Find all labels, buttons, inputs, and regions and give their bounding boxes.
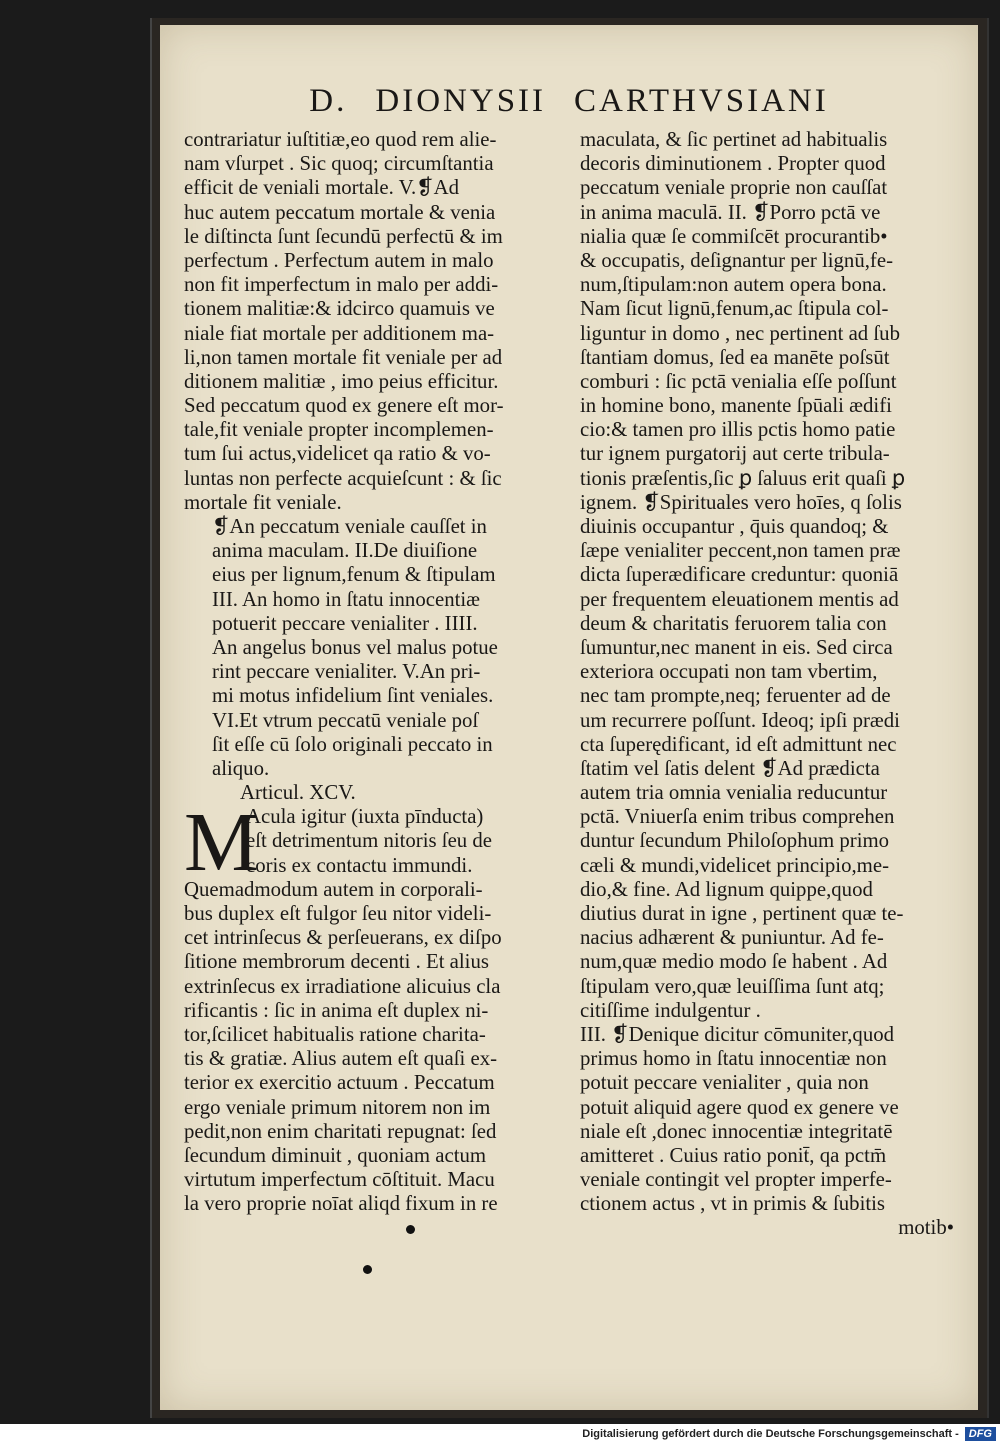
text-line: tor,ſcilicet habitualis ratione charita-: [184, 1022, 486, 1046]
book-page: [160, 25, 978, 1410]
text-line: huc autem peccatum mortale & venia: [184, 200, 496, 224]
text-line: Acula igitur (iuxta pīnducta): [246, 805, 484, 829]
bullet-mark: [406, 1225, 415, 1234]
footer-credit-text: Digitalisierung gefördert durch die Deutsche Forschungsgemeinschaft -: [582, 1428, 959, 1440]
text-line: potuerit peccare venialiter . IIII.: [212, 611, 478, 635]
text-line: la vero proprie noīat aliqd fixum in re: [184, 1192, 498, 1216]
text-line: ditionem malitiæ , imo peius efficitur.: [184, 369, 499, 393]
drop-cap-initial: M: [184, 796, 259, 890]
text-line: diutius durat in igne , pertinent quæ te-: [580, 902, 904, 925]
text-line: ctionem actus , vt in primis & ſubitis: [580, 1192, 885, 1216]
text-line: pedit,non enim charitati repugnat: ſed: [184, 1119, 497, 1143]
text-line: potuit aliquid agere quod ex genere ve: [580, 1095, 899, 1119]
text-line: li,non tamen mortale fit veniale per ad: [184, 345, 503, 369]
left-column-rest-lines: [184, 878, 564, 1217]
text-line: extrinſecus ex irradiatione alicuius cla: [184, 974, 501, 998]
text-line: & occupatis, deſignantur per lignū,fe-: [580, 248, 894, 272]
text-line: mi motus infidelium ſint veniales.: [212, 684, 494, 708]
text-line: niale eſt ,donec innocentiæ integritatē: [580, 1119, 893, 1143]
text-line: ſtantiam domus, ſed ea manēte poſsūt: [580, 345, 890, 369]
text-line: cet intrinſecus & perſeuerans, ex diſpo: [184, 926, 502, 950]
running-head-part: DIONYSII: [375, 83, 547, 119]
footer-bar: [0, 1424, 1000, 1444]
text-line: VI.Et vtrum peccatū veniale poſ: [212, 708, 479, 732]
text-line: contrariatur iuſtitiæ,eo quod rem alie-: [184, 128, 497, 151]
text-line: in anima maculā. II. ❡Porro pctā ve: [580, 200, 881, 224]
text-line: virtutum imperfectum cōſtituit. Macu: [184, 1168, 495, 1192]
running-head-part: D.: [309, 83, 348, 119]
text-line: le diſtincta ſunt ſecundū perfectū & im: [184, 224, 503, 248]
text-line: decoris diminutionem . Propter quod: [580, 152, 886, 176]
text-line: tum ſui actus,videlicet qa ratio & vo-: [184, 442, 491, 466]
text-line: autem tria omnia venialia reducuntur: [580, 781, 888, 805]
text-line: num,ſtipulam:non autem opera bona.: [580, 273, 887, 297]
text-line: veniale contingit vel propter imperfe-: [580, 1168, 892, 1192]
text-line: nialia quæ ſe commiſcēt procurantib•: [580, 224, 888, 248]
text-line: ſecundum diminuit , quoniam actum: [184, 1143, 487, 1167]
text-line: primus homo in ſtatu innocentiæ non: [580, 1047, 887, 1071]
text-line: tale,fit veniale propter incomplemen-: [184, 418, 494, 442]
text-line: eius per lignum,fenum & ſtipulam: [212, 563, 496, 587]
text-line: ſtipulam vero,quæ leuiſſima ſunt atq;: [580, 974, 885, 998]
text-line: comburi : ſic pctā venialia eſſe poſſunt: [580, 369, 897, 393]
text-line: rint peccare venialiter. V.An pri-: [212, 660, 481, 684]
text-line: nec tam prompte,neq; feruenter ad de: [580, 684, 891, 708]
text-line: deum & charitatis feruorem talia con: [580, 611, 887, 635]
text-line: anima maculam. II.De diuiſione: [212, 539, 478, 563]
text-line: Sed peccatum quod ex genere eſt mor-: [184, 394, 504, 418]
text-line: Quemadmodum autem in corporali-: [184, 877, 483, 901]
text-line: ſtatim vel ſatis delent ❡Ad prædicta: [580, 756, 880, 780]
text-line: ſit eſſe cū ſolo originali peccato in: [212, 732, 493, 756]
text-line: eſt detrimentum nitoris ſeu de: [246, 829, 493, 853]
text-line: ergo veniale primum nitorem non im: [184, 1095, 491, 1119]
text-line: liguntur in domo , nec pertinent ad ſub: [580, 321, 900, 345]
text-line: niale fiat mortale per additionem ma-: [184, 321, 495, 345]
text-line: bus duplex eſt fulgor ſeu nitor videli-: [184, 902, 492, 925]
text-line: ſitione membrorum decenti . Et alius: [184, 950, 489, 974]
text-line: An angelus bonus vel malus potue: [212, 635, 498, 659]
text-line: pctā. Vniuerſa enim tribus comprehen: [580, 805, 895, 829]
left-column: [184, 128, 564, 1216]
text-line: ſumuntur,nec manent in eis. Sed circa: [580, 635, 893, 659]
text-line: exteriora occupati non tam vbertim,: [580, 660, 878, 684]
right-column-lines: [580, 128, 960, 1241]
text-line: maculata, & ſic pertinet ad habitualis: [580, 128, 888, 151]
text-line: ❡An peccatum veniale cauſſet in: [212, 515, 487, 538]
text-line: cta ſuperędificant, id eſt admittunt nec: [580, 732, 897, 756]
text-line: per frequentem eleuationem mentis ad: [580, 587, 899, 611]
text-line: cio:& tamen pro illis pctis homo patie: [580, 418, 896, 442]
text-line: perfectum . Perfectum autem in malo: [184, 248, 494, 272]
text-line: tionem malitiæ:& idcirco quamuis ve: [184, 297, 495, 321]
text-line: in homine bono, manente ſpūali ædifi: [580, 394, 892, 418]
text-line: dicta ſuperædificare creduntur: quoniā: [580, 563, 899, 587]
running-head: [160, 83, 978, 120]
text-line: motib•: [898, 1216, 954, 1240]
text-line: cæli & mundi,videlicet principio,me-: [580, 853, 889, 877]
text-line: num,quæ medio modo ſe habent . Ad: [580, 950, 888, 974]
dfg-logo-icon: DFG: [965, 1427, 996, 1441]
text-line: luntas non perfecte acquieſcunt : & ſic: [184, 466, 502, 490]
text-line: efficit de veniali mortale. V.❡Ad: [184, 176, 460, 200]
text-line: rificantis : ſic in anima eſt duplex ni-: [184, 998, 489, 1022]
text-line: tionis præſentis,ſic ꝑ ſaluus erit quaſi ꝑ: [580, 466, 906, 490]
text-line: ſæpe venialiter peccent,non tamen præ: [580, 539, 901, 563]
text-line: tis & gratiæ. Alius autem eſt quaſi ex-: [184, 1047, 498, 1071]
text-line: nacius adhærent & puniuntur. Ad fe-: [580, 926, 884, 950]
right-column: [580, 128, 960, 1241]
text-line: peccatum veniale proprie non cauſſat: [580, 176, 888, 200]
left-column-lines: [184, 128, 564, 805]
text-line: non fit imperfectum in malo per addi-: [184, 273, 499, 297]
text-line: amitteret . Cuius ratio ponit̄, qa pctm̄: [580, 1143, 887, 1167]
text-line: III. ❡Denique dicitur cōmuniter,quod: [580, 1022, 895, 1046]
text-line: potuit peccare venialiter , quia non: [580, 1071, 869, 1095]
text-line: mortale fit veniale.: [184, 490, 342, 514]
text-line: III. An homo in ſtatu innocentiæ: [212, 587, 481, 611]
text-line: Articul. XCV.: [240, 781, 356, 805]
text-line: tur ignem purgatorij aut certe tribula-: [580, 442, 890, 466]
text-line: duntur ſecundum Philoſophum primo: [580, 829, 890, 853]
text-line: terior ex exercitio actuum . Peccatum: [184, 1071, 495, 1095]
text-line: coris ex contactu immundi.: [246, 853, 473, 877]
text-line: dio,& fine. Ad lignum quippe,quod: [580, 877, 873, 901]
running-head-part: CARTHVSIANI: [574, 83, 829, 119]
text-line: nam vſurpet . Sic quoq; circumſtantia: [184, 152, 494, 176]
text-line: Nam ſicut lignū,fenum,ac ſtipula col-: [580, 297, 889, 321]
text-line: um recurrere poſſunt. Ideoq; ipſi prædi: [580, 708, 900, 732]
text-line: ignem. ❡Spirituales vero hoīes, q ſolis: [580, 490, 902, 514]
bullet-mark: [363, 1265, 372, 1274]
text-line: aliquo.: [212, 756, 270, 780]
text-line: diuinis occupantur , q̄uis quandoq; &: [580, 515, 889, 538]
text-line: citiſſime indulgentur .: [580, 998, 761, 1022]
